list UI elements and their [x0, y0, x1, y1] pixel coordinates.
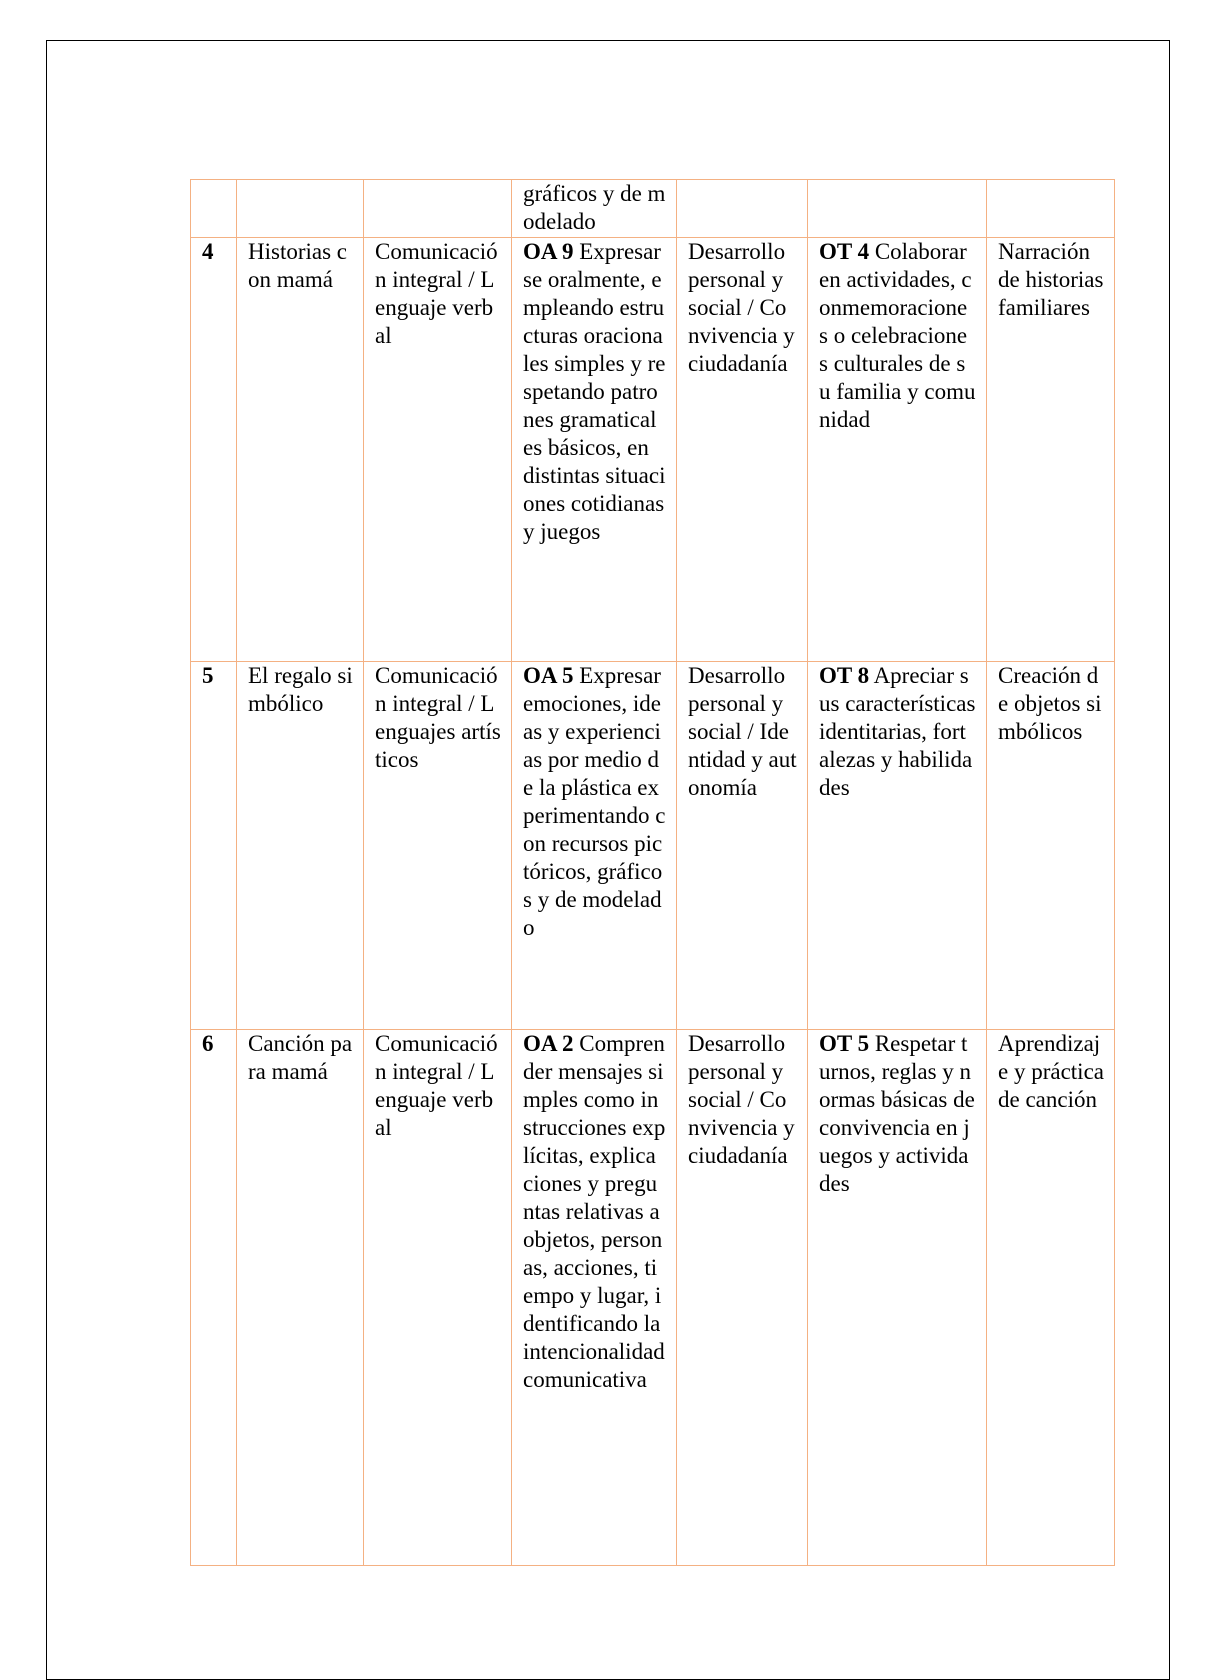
- cell-number: 6: [191, 1030, 237, 1566]
- ot-text: Apreciar sus características identitarias, fortalezas y habilidades: [819, 663, 976, 800]
- cell-learning-objective: [512, 1030, 677, 1566]
- cell-experience: [237, 180, 364, 238]
- table-row: [191, 1030, 1115, 1566]
- document-page: [46, 40, 1170, 1680]
- oa-text: Comprender mensajes simples como instrucciones explícitas, explicaciones y preguntas relativas a objetos, personas, acciones, tiempo y lugar, identificando la intencionalidad comunicativa: [523, 1031, 666, 1392]
- cell-experience: El regalo simbólico: [237, 662, 364, 1030]
- cell-ot-core: Desarrollo personal y social / Convivencia y ciudadanía: [677, 238, 808, 662]
- cell-core: Comunicación integral / Lenguaje verbal: [364, 1030, 512, 1566]
- table-row: [191, 662, 1115, 1030]
- cell-ot-core: Desarrollo personal y social / Convivencia y ciudadanía: [677, 1030, 808, 1566]
- cell-transversal-objective: [808, 662, 987, 1030]
- cell-ot-core: Desarrollo personal y social / Identidad y autonomía: [677, 662, 808, 1030]
- ot-code: OT 4: [819, 239, 870, 264]
- cell-learning-objective: [512, 180, 677, 238]
- cell-ot-core: [677, 180, 808, 238]
- oa-text: Expresarse oralmente, empleando estructuras oracionales simples y respetando patrones gramaticales básicos, en distintas situaciones cotidianas y juegos: [523, 239, 666, 544]
- cell-activity: Creación de objetos simbólicos: [987, 662, 1115, 1030]
- cell-number: 5: [191, 662, 237, 1030]
- oa-code: OA 5: [523, 663, 574, 688]
- cell-experience: Historias con mamá: [237, 238, 364, 662]
- cell-transversal-objective: [808, 238, 987, 662]
- cell-core: [364, 180, 512, 238]
- ot-text: Colaborar en actividades, conmemoraciones o celebraciones culturales de su familia y comunidad: [819, 239, 976, 432]
- cell-experience: Canción para mamá: [237, 1030, 364, 1566]
- oa-code: OA 2: [523, 1031, 574, 1056]
- cell-core: Comunicación integral / Lenguajes artísticos: [364, 662, 512, 1030]
- cell-learning-objective: [512, 238, 677, 662]
- cell-activity: [987, 180, 1115, 238]
- table-row: [191, 238, 1115, 662]
- ot-code: OT 8: [819, 663, 870, 688]
- ot-code: OT 5: [819, 1031, 870, 1056]
- table-row-continued: [191, 180, 1115, 238]
- oa-text: Expresar emociones, ideas y experiencias por medio de la plástica experimentando con recursos pictóricos, gráficos y de modelado: [523, 663, 666, 940]
- planning-table: [190, 179, 1115, 1566]
- cell-number: 4: [191, 238, 237, 662]
- oa-text: gráficos y de modelado: [523, 181, 666, 234]
- cell-activity: Narración de historias familiares: [987, 238, 1115, 662]
- oa-code: OA 9: [523, 239, 574, 264]
- cell-activity: Aprendizaje y práctica de canción: [987, 1030, 1115, 1566]
- ot-text: Respetar turnos, reglas y normas básicas de convivencia en juegos y actividades: [819, 1031, 975, 1196]
- cell-transversal-objective: [808, 1030, 987, 1566]
- cell-number: [191, 180, 237, 238]
- cell-transversal-objective: [808, 180, 987, 238]
- cell-core: Comunicación integral / Lenguaje verbal: [364, 238, 512, 662]
- cell-learning-objective: [512, 662, 677, 1030]
